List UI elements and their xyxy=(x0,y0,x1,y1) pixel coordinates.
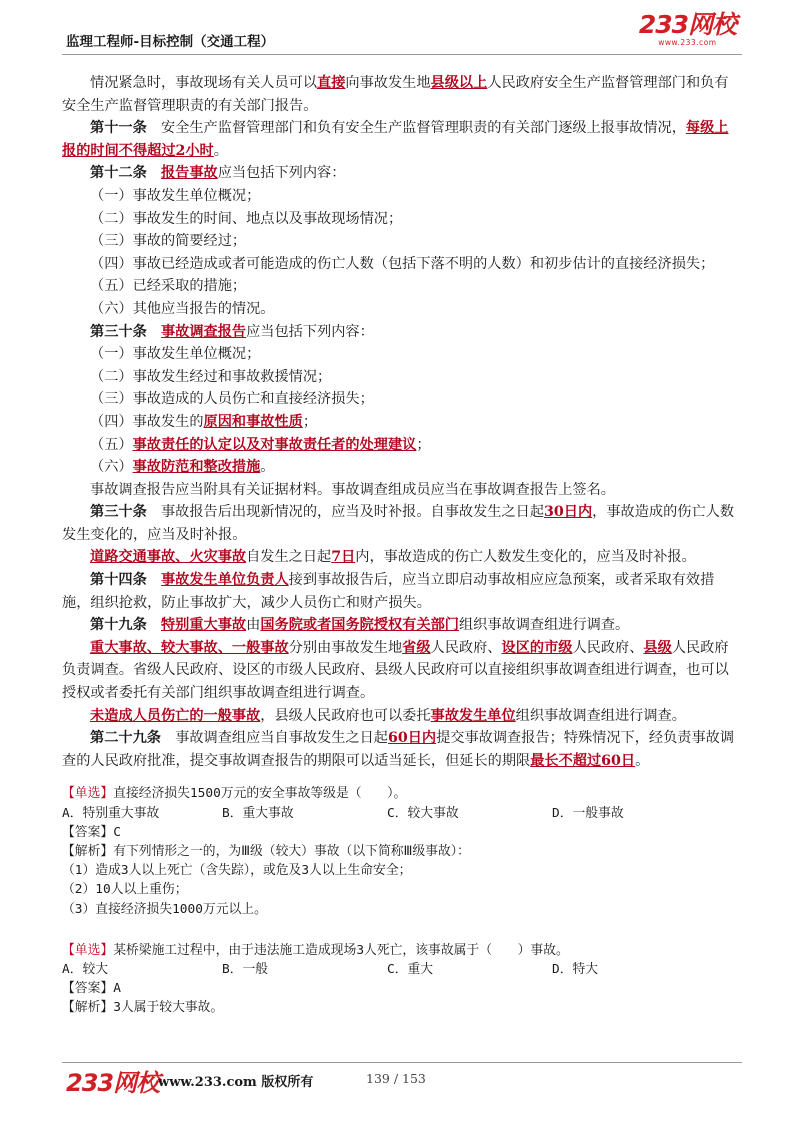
highlighted-term: 报告事故 xyxy=(160,165,218,182)
highlighted-term: 原因和事故性质 xyxy=(203,413,303,430)
text-run: 事故调查报告应当附具有关证据材料。事故调查组成员应当在事故调查报告上签名。 xyxy=(90,481,615,498)
text-run: （三）事故的简要经过； xyxy=(90,233,247,250)
text-run: （四）事故发生的 xyxy=(90,413,204,430)
option-d: D．一般事故 xyxy=(552,805,624,821)
text-run: 人民政府负责调查。省级人民政府、设区的市级人民政府、县级人民政府可以直接组织事故调查组进行调查，也可以授权或者委托有关部门组织事故调查组进行调查。 xyxy=(62,639,729,702)
text-run: 自发生之日起 xyxy=(246,549,332,566)
highlighted-term: 县级 xyxy=(643,639,672,656)
text-run: 人民政府、 xyxy=(430,639,502,656)
paragraph xyxy=(62,637,742,705)
answer-line: 【答案】C xyxy=(62,824,121,840)
article-number: 第十四条 xyxy=(90,572,147,589)
highlighted-term: 事故防范和整改措施 xyxy=(132,459,261,476)
question-stem: 【单选】某桥梁施工过程中，由于违法施工造成现场3人死亡，该事故属于（ ）事故。 xyxy=(62,942,569,958)
text-run: 向事故发生地 xyxy=(345,75,431,91)
brand-logo-url: www.233.com xyxy=(658,38,717,47)
article-number: 第十一条 xyxy=(90,120,147,137)
question-options xyxy=(62,804,742,823)
option-c: C．重大 xyxy=(387,962,434,978)
paragraph xyxy=(62,569,742,614)
paragraph xyxy=(62,614,742,637)
question-stem: 【单选】直接经济损失1500万元的安全事故等级是（ ）。 xyxy=(62,786,407,802)
text-run: 组织事故调查组进行调查。 xyxy=(458,617,630,634)
text-run: 事故调查组应当自事故发生之日起 xyxy=(160,730,388,747)
paragraph xyxy=(62,343,742,366)
brand-logo xyxy=(639,12,736,47)
option-a: A．较大 xyxy=(62,962,109,978)
paragraph xyxy=(62,434,742,457)
highlighted-term: 重大事故、较大事故、一般事故 xyxy=(90,639,289,656)
text-run xyxy=(147,617,161,633)
article-number: 第三十条 xyxy=(90,323,147,340)
paragraph xyxy=(62,411,742,434)
paragraph xyxy=(62,230,742,253)
paragraph xyxy=(62,321,742,344)
text-run: （一）事故发生单位概况； xyxy=(90,346,261,363)
paragraph xyxy=(62,72,742,117)
text-run: 人民政府、 xyxy=(572,639,644,656)
text-run: （六）其他应当报告的情况。 xyxy=(90,300,275,317)
paragraph xyxy=(62,253,742,276)
highlighted-term: 特别重大事故 xyxy=(160,617,247,634)
page-content xyxy=(62,72,742,1018)
highlighted-term: 7日 xyxy=(331,549,356,566)
paragraph xyxy=(62,546,742,569)
option-b: B．一般 xyxy=(222,962,269,978)
analysis-line: 【解析】3人属于较大事故。 xyxy=(62,1000,224,1016)
text-run: 安全生产监督管理部门和负有安全生产监督管理职责的有关部门逐级上报事故情况， xyxy=(146,120,686,137)
highlighted-term: 事故调查报告 xyxy=(160,323,247,340)
analysis-line: 【解析】有下列情形之一的，为Ⅲ级（较大）事故（以下简称Ⅲ级事故）： xyxy=(62,844,470,860)
option-c: C．较大事故 xyxy=(387,805,459,821)
paragraph xyxy=(62,727,742,772)
article-number: 第二十九条 xyxy=(90,730,161,747)
text-run: 分别由事故发生地 xyxy=(288,639,403,656)
document-title: 监理工程师-目标控制（交通工程） xyxy=(66,34,275,50)
text-run: 接到事故报告后，应当立即启动事故相应应急预案，或者采取有效措施，组织抢救，防止事故扩大，减少人员伤亡和财产损失。 xyxy=(62,572,715,611)
article-number: 第十九条 xyxy=(90,617,147,634)
text-run: 提交事故调查报告；特殊情况下，经负责事故调查的人民政府批准，提交事故调查报告的期限可以适当延长，但延长的期限 xyxy=(62,730,735,769)
text-run: （二）事故发生经过和事故救援情况； xyxy=(90,368,332,385)
question-options xyxy=(62,960,742,979)
text-run xyxy=(147,165,161,181)
highlighted-term: 国务院或者国务院授权有关部门 xyxy=(260,617,459,634)
text-run xyxy=(147,324,161,340)
article-number: 第十二条 xyxy=(90,165,147,182)
highlighted-term: 30日内 xyxy=(544,504,593,521)
paragraph xyxy=(62,117,742,162)
brand-logo-mark: 233网校 xyxy=(638,10,736,39)
paragraph xyxy=(62,298,742,321)
text-run: ； xyxy=(416,436,431,453)
footer-logo: 233网校 xyxy=(66,1069,160,1097)
paragraph xyxy=(62,456,742,479)
text-run: 应当包括下列内容： xyxy=(217,165,346,182)
text-run: 应当包括下列内容： xyxy=(246,323,374,340)
text-run: 。 xyxy=(260,459,275,476)
text-run: （六） xyxy=(90,459,133,476)
regulation-text xyxy=(62,72,742,772)
text-run: （五） xyxy=(90,436,133,453)
question-block-2 xyxy=(62,941,742,1018)
copyright-text: www.233.com 版权所有 xyxy=(158,1075,314,1090)
analysis-item: （2）10人以上重伤； xyxy=(62,882,188,898)
page-footer xyxy=(62,1062,742,1097)
text-run: （二）事故发生的时间、地点以及事故现场情况； xyxy=(90,210,403,227)
text-run: ，县级人民政府也可以委托 xyxy=(260,707,431,724)
text-run: 。 xyxy=(213,142,228,159)
paragraph xyxy=(62,705,742,728)
paragraph xyxy=(62,501,742,546)
text-run: 组织事故调查组进行调查。 xyxy=(515,707,686,724)
highlighted-term: 直接 xyxy=(317,75,346,91)
paragraph xyxy=(62,479,742,502)
text-run xyxy=(147,572,161,588)
option-b: B．重大事故 xyxy=(222,805,294,821)
text-run: 事故报告后出现新情况的，应当及时补报。自事故发生之日起 xyxy=(146,504,545,521)
paragraph xyxy=(62,185,742,208)
highlighted-term: 60日内 xyxy=(387,730,437,747)
highlighted-term: 县级以上 xyxy=(430,75,488,91)
option-d: D．特大 xyxy=(552,962,599,978)
paragraph xyxy=(62,275,742,298)
text-run: （三）事故造成的人员伤亡和直接经济损失； xyxy=(90,391,374,408)
text-run: 人民政府安全生产监督管理部门和负有安全生产监督管理职责的有关部门报告。 xyxy=(62,75,729,114)
highlighted-term: 事故发生单位负责人 xyxy=(160,572,289,589)
question-block-1 xyxy=(62,784,742,918)
highlighted-term: 事故发生单位 xyxy=(430,707,516,724)
analysis-item: （1）造成3人以上死亡（含失踪），或危及3人以上生命安全； xyxy=(62,863,412,879)
highlighted-term: 事故责任的认定以及对事故责任者的处理建议 xyxy=(132,436,417,453)
paragraph xyxy=(62,388,742,411)
page-number: 139 / 153 xyxy=(366,1071,426,1086)
paragraph xyxy=(62,208,742,231)
text-run: （一）事故发生单位概况； xyxy=(90,187,261,204)
text-run: 由 xyxy=(246,617,261,634)
answer-line: 【答案】A xyxy=(62,981,121,997)
article-number: 第三十条 xyxy=(90,504,147,521)
text-run: 。 xyxy=(635,752,650,769)
paragraph xyxy=(62,366,742,389)
text-run: （五）已经采取的措施； xyxy=(90,278,247,295)
text-run: 情况紧急时，事故现场有关人员可以 xyxy=(90,75,318,91)
paragraph xyxy=(62,162,742,185)
analysis-item: （3）直接经济损失1000万元以上。 xyxy=(62,901,267,917)
highlighted-term: 设区的市级 xyxy=(501,639,573,656)
highlighted-term: 省级 xyxy=(402,639,431,656)
text-run: ，事故造成的伤亡人数发生变化的，应当及时补报。 xyxy=(62,504,735,543)
highlighted-term: 道路交通事故、火灾事故 xyxy=(90,549,247,566)
option-a: A．特别重大事故 xyxy=(62,805,160,821)
text-run: 内，事故造成的伤亡人数发生变化的，应当及时补报。 xyxy=(355,549,696,566)
highlighted-term: 最长不超过60日 xyxy=(530,752,636,769)
highlighted-term: 未造成人员伤亡的一般事故 xyxy=(90,707,261,724)
text-run: ； xyxy=(302,413,318,430)
text-run: （四）事故已经造成或者可能造成的伤亡人数（包括下落不明的人数）和初步估计的直接经济损失； xyxy=(90,255,715,272)
page-header xyxy=(62,0,742,55)
highlighted-term: 每级上报的时间不得超过2小时 xyxy=(62,120,729,159)
